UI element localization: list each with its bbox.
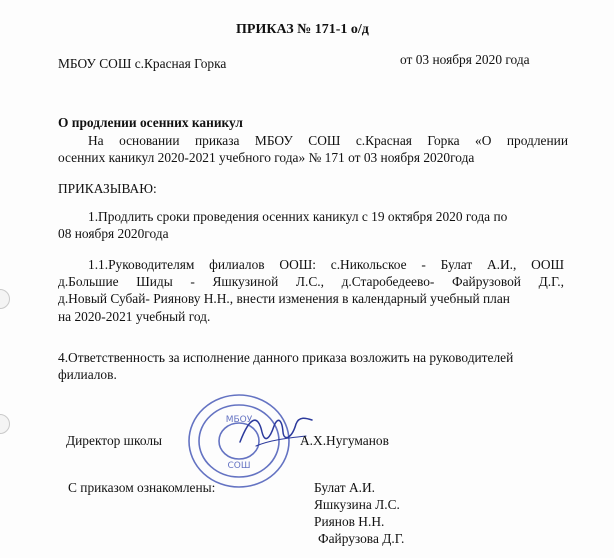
acquainted-name: Яшкузина Л.С. <box>314 497 400 512</box>
basis-line-2: осенних каникул 2020-2021 учебного года» № 171 от 03 ноября 2020года <box>58 150 475 165</box>
acquainted-label: С приказом ознакомлены: <box>68 480 216 495</box>
order-subject: О продлении осенних каникул <box>58 115 243 130</box>
item-1-1-line-1: 1.1.Руководителям филиалов ООШ: с.Никольское - Булат А.И., ООШ <box>88 257 564 272</box>
item-1-line-1: 1.Продлить сроки проведения осенних каникул с 19 октября 2020 года по <box>88 209 508 224</box>
order-title: ПРИКАЗ № 171-1 о/д <box>236 22 369 37</box>
punch-hole <box>0 289 10 309</box>
item-1-1-line-2: д.Большие Шиды - Яшкузиной Л.С., д.Старобедеево- Файрузовой Д.Г., <box>58 274 564 289</box>
seal-text-top: МБОУ <box>225 415 253 425</box>
item-1-line-2: 08 ноября 2020года <box>58 226 169 241</box>
punch-hole <box>0 414 10 434</box>
director-name: А.Х.Нугуманов <box>300 433 389 448</box>
acquainted-name: Булат А.И. <box>314 480 375 495</box>
order-word: ПРИКАЗЫВАЮ: <box>58 181 157 196</box>
item-4-line-2: филиалов. <box>58 367 117 382</box>
director-label: Директор школы <box>66 433 163 448</box>
organization-name: МБОУ СОШ с.Красная Горка <box>58 56 227 71</box>
seal-text-bottom: СОШ <box>227 461 251 471</box>
order-date: от 03 ноября 2020 года <box>400 52 530 67</box>
item-4-line-1: 4.Ответственность за исполнение данного приказа возложить на руководителей <box>58 350 514 365</box>
basis-line-1: На основании приказа МБОУ СОШ с.Красная Горка «О продлении <box>88 133 568 148</box>
item-1-1-line-4: на 2020-2021 учебный год. <box>58 309 211 324</box>
acquainted-name: Файрузова Д.Г. <box>318 531 405 546</box>
item-1-1-line-3: д.Новый Субай- Риянову Н.Н., внести изменения в календарный учебный план <box>58 291 510 306</box>
acquainted-name: Риянов Н.Н. <box>314 514 385 529</box>
